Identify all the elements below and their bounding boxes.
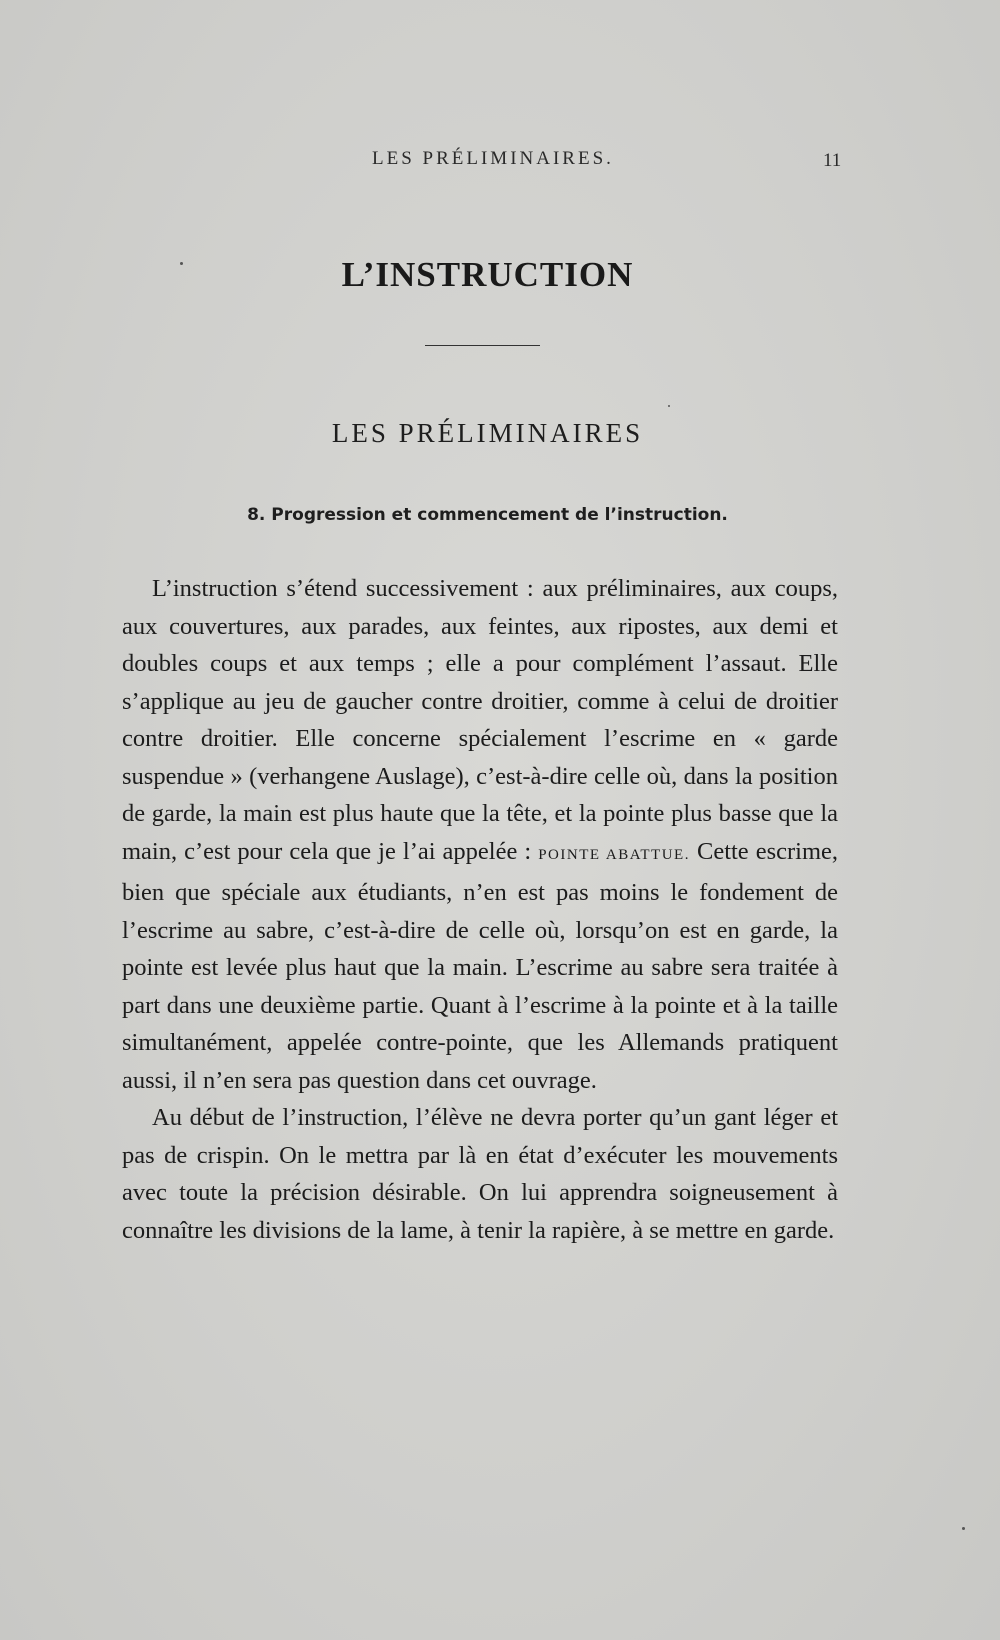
pointe-abattue-term: POINTE ABATTUE. (538, 846, 690, 863)
paragraph-1-text-b: Cette escrime, bien que spéciale aux étudiants, n’en est pas moins le fondement de l’escrime au sabre, c’est-à-dire de celle où, lorsqu’on est en garde, la pointe est levée plus haut que la main. L’escrime au sabre sera traitée à part dans une deuxième partie. Quant à l’escrime à la pointe et à la taille simultanément, appelée contre-pointe, que les Allemands pratiquent aussi, il n’en sera pas question dans cet ouvrage. (122, 837, 839, 1094)
body-text (122, 570, 838, 1249)
paragraph-1-text-a: L’instruction s’étend successivement : aux préliminaires, aux coups, aux couvertures, aux parades, aux feintes, aux ripostes, aux demi et doubles coups et aux temps ; elle a pour complément l’assaut. Elle s’applique au jeu de gaucher contre droitier, comme à celui de droitier contre droitier. Elle concerne spécialement l’escrime en « garde suspendue » (verhangene Auslage), c’est-à-dire celle où, dans la position de garde, la main est plus haute que la tête, et la pointe plus basse que la main, c’est pour cela que je l’ai appelée : (122, 575, 838, 865)
paragraph-2: Au début de l’instruction, l’élève ne devra porter qu’un gant léger et pas de crispin. On le mettra par là en état d’exécuter les mouvements avec toute la précision désirable. On lui apprendra soigneusement à connaître les divisions de la lame, à tenir la rapière, à se mettre en garde. (122, 1104, 838, 1244)
section-title: LES PRÉLIMINAIRES (331, 418, 644, 448)
subsection-heading: 8. Progression et commencement de l’instruction. (247, 505, 728, 525)
paper-speck (668, 405, 670, 407)
title-rule (425, 345, 540, 346)
paragraph-1 (122, 570, 838, 1099)
chapter-title: L’INSTRUCTION (341, 255, 634, 294)
paper-speck (962, 1527, 965, 1530)
paper-speck (180, 262, 183, 265)
page-number: 11 (823, 150, 842, 171)
running-head: LES PRÉLIMINAIRES. (372, 148, 614, 169)
